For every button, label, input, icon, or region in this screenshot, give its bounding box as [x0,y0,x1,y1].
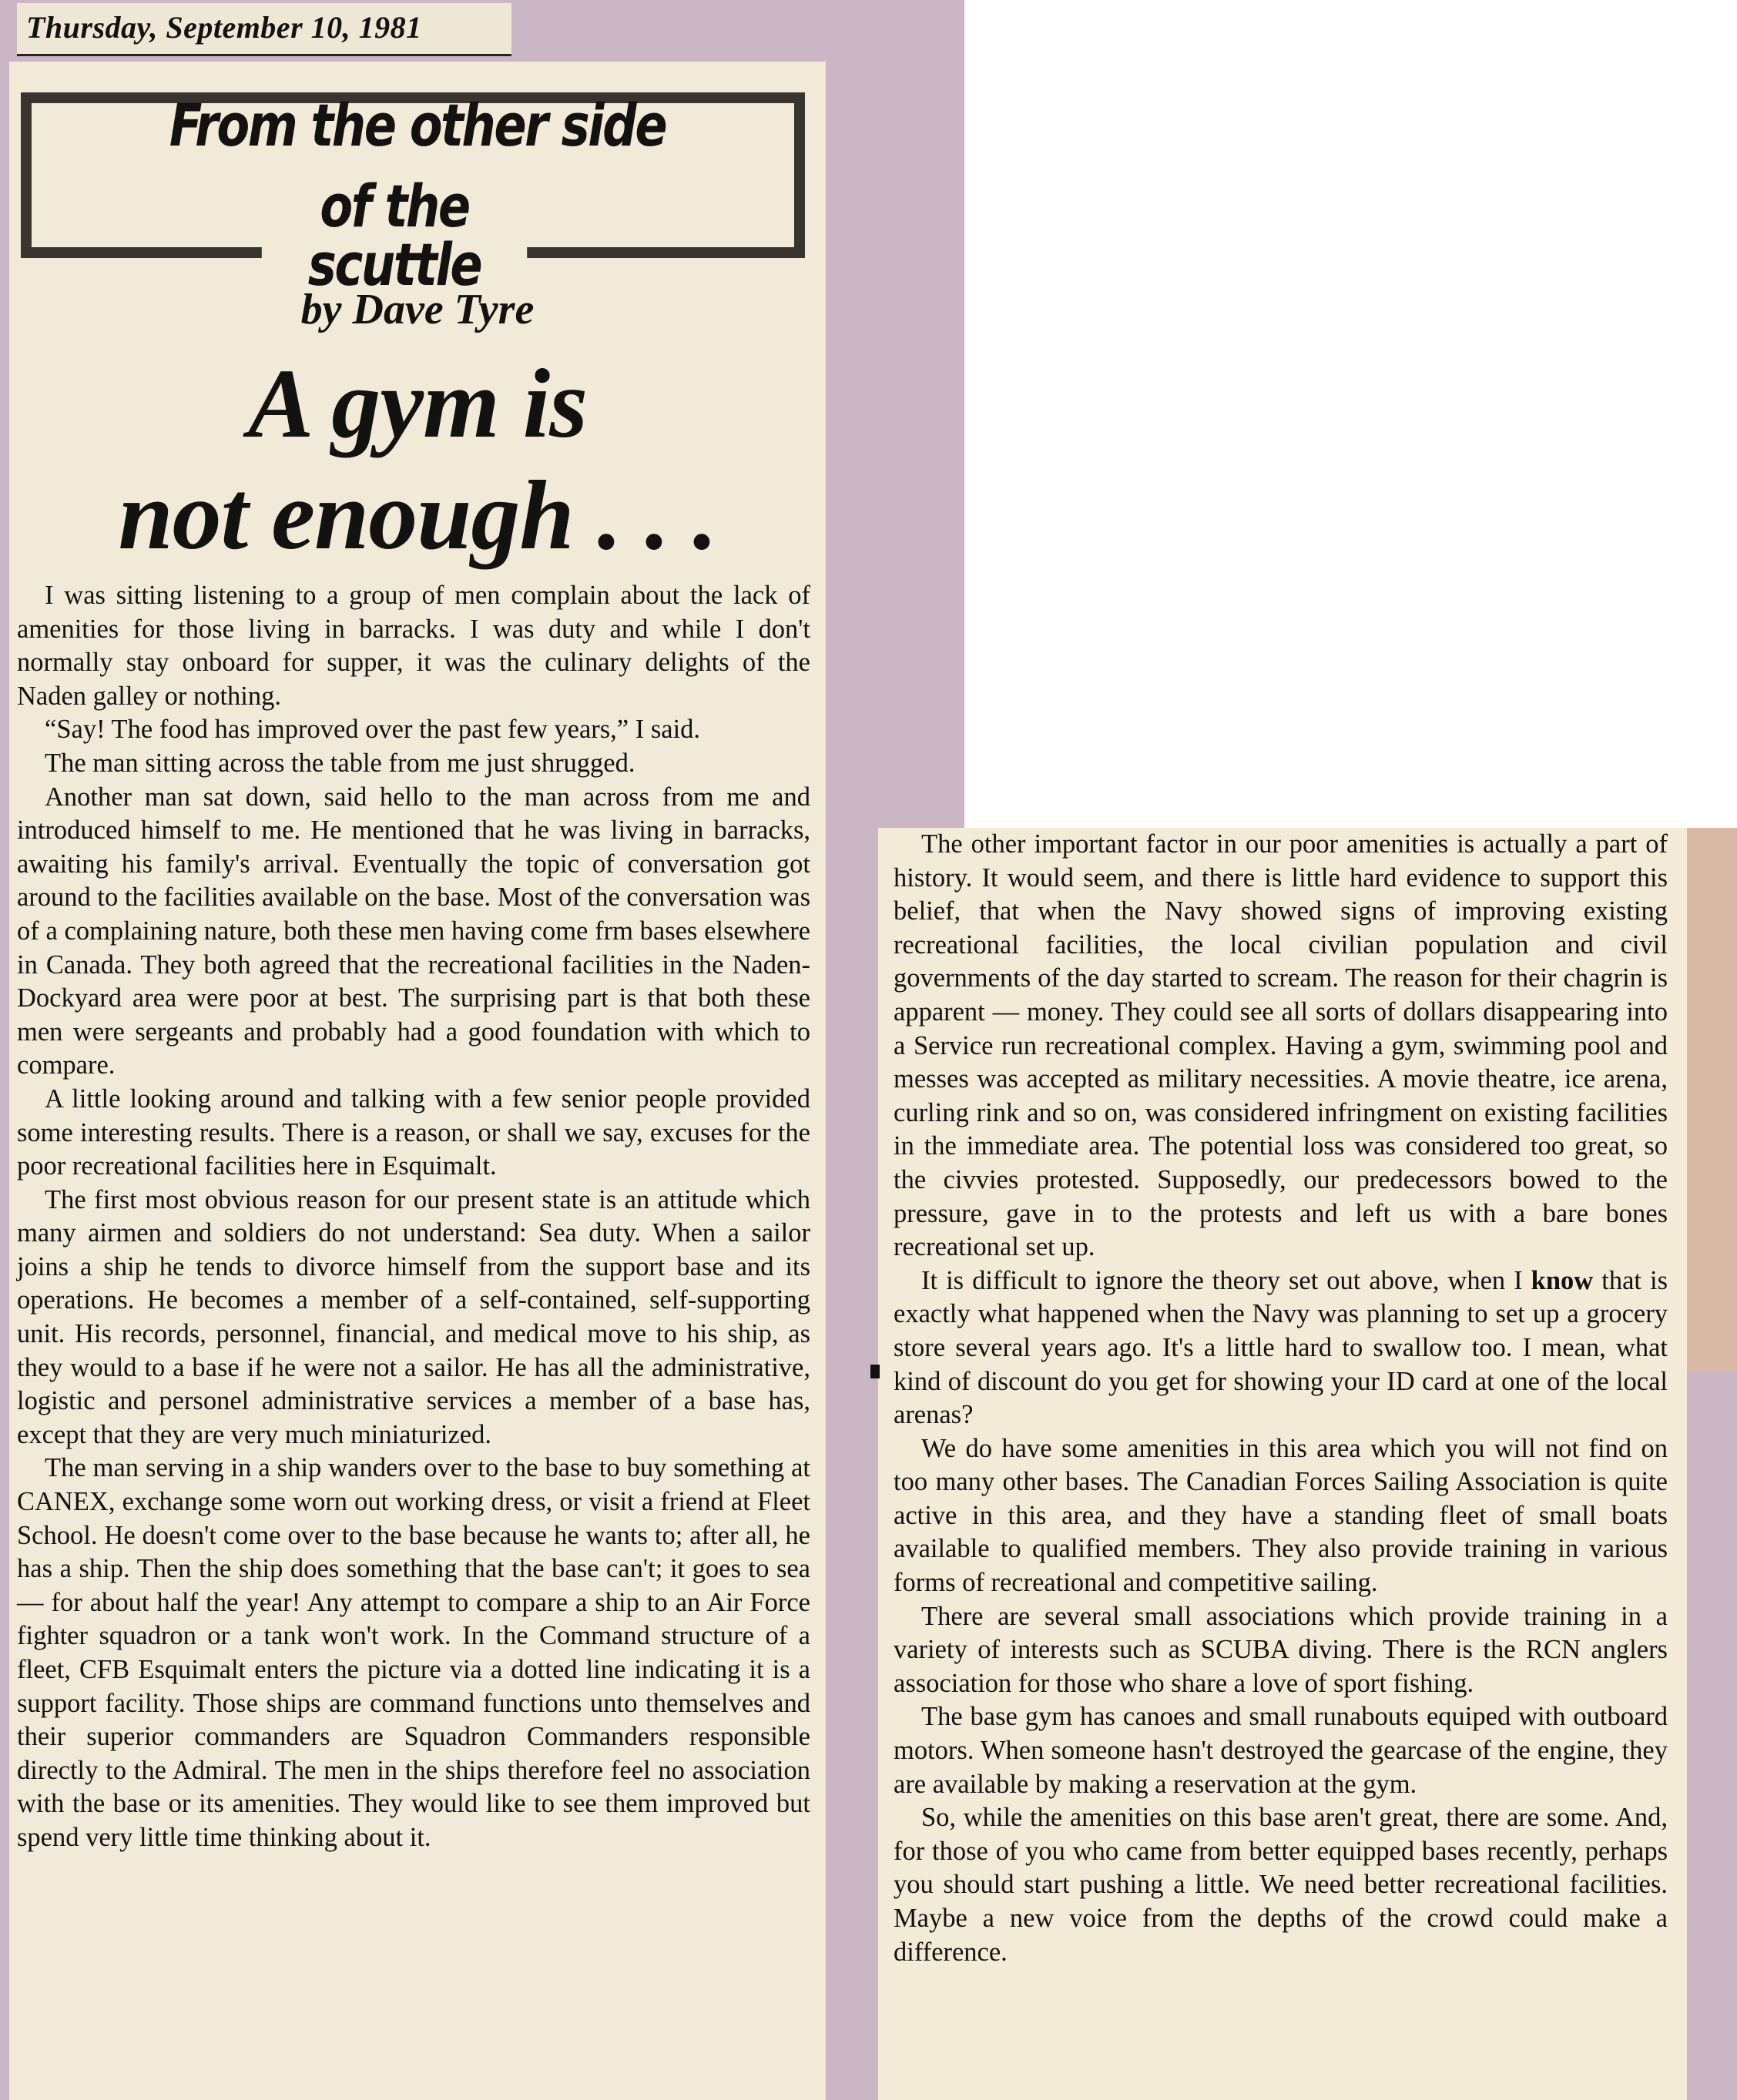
paragraph: The man sitting across the table from me just shrugged. [45,748,635,778]
text-run: that is exactly what happened when the Navy was planning to set up a grocery store several years ago. It's a little hard to swallow too. I mean, what kind of discount do you get for showing your ID card at one of the local arenas? [894,1265,1668,1430]
article-body-right [894,828,1668,1969]
publication-date: Thursday, September 10, 1981 [26,10,422,45]
paragraph: “Say! The food has improved over the past few years,” I said. [45,715,701,745]
paragraph: So, while the amenities on this base aren't great, there are some. And, for those of you who came from better equipped bases recently, perhaps you should start pushing a little. We need better recreational facilities. Maybe a new voice from the depths of the crowd could make a difference. [894,1803,1668,1967]
paragraph: A little looking around and talking with a few senior people provided some interesting results. There is a reason, or shall we say, excuses for the poor recreational facilities here in Esquimalt. [17,1083,810,1181]
headline-line1: A gym is [247,349,588,458]
paragraph: Another man sat down, said hello to the man across from me and introduced himself to me. He mentioned that he was living in barracks, awaiting his family's arrival. Eventually the topic of conversation got around to the facilities available on the base. Most of the conversation was of a complaining nature, both these men having come frm bases elsewhere in Canada. They both agreed that the recreational facilities in the Naden-Dockyard area were poor at best. The surprising part is that both these men were sergeants and probably had a good foundation with which to compare. [17,782,810,1080]
column-title-line1: From the other side [169,91,666,159]
text-run: It is difficult to ignore the theory set out above, when I [921,1265,1523,1295]
date-clipping [17,3,511,56]
paragraph: There are several small associations which provide training in a variety of interests such as SCUBA diving. There is the RCN anglers association for those who share a love of sport fishing. [894,1601,1668,1698]
column-title-line2: of the scuttle [262,177,527,294]
paragraph [894,1264,1668,1432]
paragraph: The other important factor in our poor amenities is actually a part of history. It would seem, and there is little hard evidence to support this belief, that when the Navy showed signs of improving existing recreational facilities, the local civilian population and civil governments of the day started to scream. The reason for their chagrin is apparent — money. They could see all sorts of dollars disappearing into a Service run recreational complex. Having a gym, swimming pool and messes was accepted as military necessities. A movie theatre, ice arena, curling rink and so on, was considered infringment on existing facilities in the immediate area. The potential loss was considered too great, so the civvies protested. Supposedly, our predecessors bowed to the pressure, gave in to the protests and left us with a bare bones recreational set up. [894,829,1668,1262]
paragraph: The first most obvious reason for our present state is an attitude which many airmen and soldiers do not understand: Sea duty. When a sailor joins a ship he tends to divorce himself from the support base and its operations. He becomes a member of a self-contained, self-supporting unit. His records, personnel, financial, and medical move to his ship, as they would to a base if he were not a sailor. He has all the administrative, logistic and personel administrative services a member of a base has, except that they are very much miniaturized. [17,1184,810,1449]
headline-line2: not enough . . . [118,461,717,570]
paragraph: I was sitting listening to a group of men complain about the lack of amenities for those living in barracks. I was duty and while I don't normally stay onboard for supper, it was the culinary delights of the Naden galley or nothing. [17,581,810,711]
article-clipping-left [9,62,826,2100]
paragraph: We do have some amenities in this area which you will not find on too many other bases. The Canadian Forces Sailing Association is quite active in this area, and they have a standing fleet of small boats available to qualified members. They also provide training in various forms of recreational and competitive sailing. [894,1433,1668,1598]
paragraph: The base gym has canoes and small runabouts equiped with outboard motors. When someone hasn't destroyed the gearcase of the engine, they are available by making a reservation at the gym. [894,1702,1668,1799]
backing-strip [1685,828,1737,1371]
ink-mark [870,1365,880,1378]
byline: by Dave Tyre [300,286,535,333]
emphasis-word: know [1531,1265,1594,1295]
article-body-left [17,579,810,1855]
paragraph: The man serving in a ship wanders over to the base to buy something at CANEX, exchange some worn out working dress, or visit a friend at Fleet School. He doesn't come over to the base because he wants to; after all, he has a ship. Then the ship does something that the base can't; it goes to sea — for about half the year! Any attempt to compare a ship to an Air Force fighter squadron or a tank won't work. In the Command structure of a fleet, CFB Esquimalt enters the picture via a dotted line indicating it is a support facility. Those ships are command functions unto themselves and their superior commanders are Squadron Commanders responsible directly to the Admiral. The men in the ships therefore feel no association with the base or its amenities. They would like to see them improved but spend very little time thinking about it. [17,1453,810,1852]
article-clipping-right [878,828,1687,2100]
